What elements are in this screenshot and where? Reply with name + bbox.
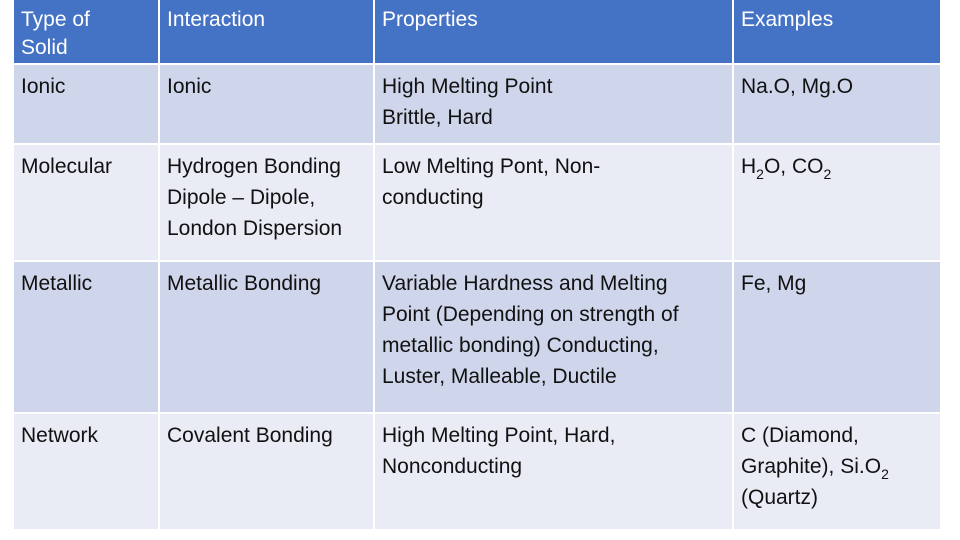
header-examples: Examples bbox=[733, 0, 941, 64]
cell-properties: Variable Hardness and Melting Point (Depending on strength of metallic bonding) Conducting, Luster, Malleable, Ductile bbox=[374, 261, 733, 413]
cell-type: Molecular bbox=[14, 144, 159, 261]
formula-text: Graphite), Si.O bbox=[741, 455, 882, 478]
cell-examples bbox=[733, 413, 941, 530]
formula-text: (Quartz) bbox=[741, 486, 819, 509]
subscript: 2 bbox=[756, 166, 764, 182]
cell-properties: High Melting Point, Hard, Nonconducting bbox=[374, 413, 733, 530]
subscript: 2 bbox=[881, 466, 889, 482]
cell-examples: Na.O, Mg.O bbox=[733, 64, 941, 144]
cell-interaction: Metallic Bonding bbox=[159, 261, 374, 413]
cell-properties: High Melting Point Brittle, Hard bbox=[374, 64, 733, 144]
formula-text: H bbox=[741, 155, 757, 178]
cell-type: Network bbox=[14, 413, 159, 530]
table-row bbox=[14, 261, 941, 413]
formula-text: O, CO bbox=[763, 155, 824, 178]
cell-properties: Low Melting Pont, Non- conducting bbox=[374, 144, 733, 261]
table-row bbox=[14, 64, 941, 144]
header-interaction: Interaction bbox=[159, 0, 374, 64]
cell-interaction: Ionic bbox=[159, 64, 374, 144]
solids-table bbox=[14, 0, 942, 531]
formula-text: C (Diamond, bbox=[741, 424, 859, 447]
subscript: 2 bbox=[823, 166, 832, 182]
cell-interaction: Hydrogen Bonding Dipole – Dipole, London Dispersion bbox=[159, 144, 374, 261]
cell-type: Metallic bbox=[14, 261, 159, 413]
header-type-of-solid: Type of Solid bbox=[14, 0, 159, 64]
header-properties: Properties bbox=[374, 0, 733, 64]
cell-type: Ionic bbox=[14, 64, 159, 144]
header-row bbox=[14, 0, 941, 64]
cell-examples: Fe, Mg bbox=[733, 261, 941, 413]
cell-interaction: Covalent Bonding bbox=[159, 413, 374, 530]
table-row bbox=[14, 144, 941, 261]
table-row bbox=[14, 413, 941, 530]
cell-examples bbox=[733, 144, 941, 261]
